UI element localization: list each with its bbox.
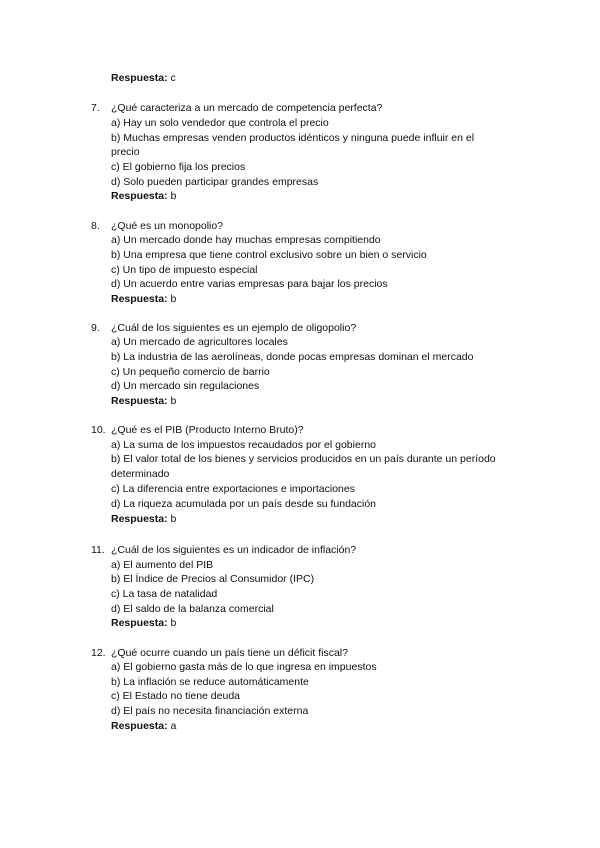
option-b: b) Una empresa que tiene control exclusivo sobre un bien o servicio	[111, 249, 427, 261]
answer-label: Respuesta:	[111, 617, 168, 629]
question-number: 9.	[91, 322, 100, 334]
option-b: b) La industria de las aerolíneas, donde pocas empresas dominan el mercado	[111, 351, 474, 363]
answer-label: Respuesta:	[111, 720, 168, 732]
question-text: ¿Cuál de los siguientes es un indicador de inflación?	[111, 544, 357, 556]
answer-label: Respuesta:	[111, 293, 168, 305]
answer-line	[111, 512, 176, 526]
option-b: b) Muchas empresas venden productos idénticos y ninguna puede influir en el	[111, 132, 475, 144]
question-number: 7.	[91, 102, 100, 114]
answer-line	[111, 394, 176, 408]
option-b-continued: precio	[111, 146, 140, 158]
option-a: a) Hay un solo vendedor que controla el precio	[111, 117, 329, 129]
answer-line	[111, 292, 176, 306]
option-b: b) El valor total de los bienes y servicios producidos en un país durante un período	[111, 453, 496, 465]
answer-line	[111, 719, 176, 733]
answer-value: c	[170, 72, 176, 84]
prev-answer-line	[111, 71, 176, 85]
option-b: b) El Índice de Precios al Consumidor (IPC)	[111, 573, 315, 585]
answer-value: a	[170, 720, 177, 732]
answer-value: b	[170, 293, 177, 305]
question-text: ¿Qué ocurre cuando un país tiene un déficit fiscal?	[111, 647, 348, 659]
option-c: c) El Estado no tiene deuda	[111, 690, 241, 702]
option-a: a) Un mercado donde hay muchas empresas compitiendo	[111, 234, 381, 246]
answer-value: b	[170, 617, 177, 629]
question-number: 12.	[91, 647, 106, 659]
option-d: d) El país no necesita financiación externa	[111, 705, 309, 717]
option-a: a) El aumento del PIB	[111, 559, 214, 571]
option-c: c) La diferencia entre exportaciones e importaciones	[111, 483, 355, 495]
option-b-continued: determinado	[111, 468, 170, 480]
answer-label: Respuesta:	[111, 190, 168, 202]
option-d: d) Un mercado sin regulaciones	[111, 380, 260, 392]
question-text: ¿Qué caracteriza a un mercado de competencia perfecta?	[111, 102, 383, 114]
answer-line	[111, 189, 176, 203]
option-b: b) La inflación se reduce automáticamente	[111, 676, 309, 688]
option-c: c) La tasa de natalidad	[111, 588, 218, 600]
answer-label: Respuesta:	[111, 513, 168, 525]
option-d: d) La riqueza acumulada por un país desde su fundación	[111, 498, 377, 510]
question-number: 11.	[91, 544, 105, 556]
answer-label: Respuesta:	[111, 72, 168, 84]
option-c: c) Un pequeño comercio de barrio	[111, 366, 270, 378]
option-a: a) El gobierno gasta más de lo que ingresa en impuestos	[111, 661, 377, 673]
question-text: ¿Qué es un monopolio?	[111, 220, 224, 232]
option-c: c) Un tipo de impuesto especial	[111, 264, 258, 276]
option-a: a) La suma de los impuestos recaudados por el gobierno	[111, 439, 376, 451]
option-a: a) Un mercado de agricultores locales	[111, 336, 288, 348]
question-number: 10.	[91, 424, 106, 436]
answer-value: b	[170, 190, 177, 202]
question-number: 8.	[91, 220, 100, 232]
option-d: d) Solo pueden participar grandes empresas	[111, 176, 319, 188]
answer-label: Respuesta:	[111, 395, 168, 407]
answer-value: b	[170, 395, 177, 407]
option-d: d) Un acuerdo entre varias empresas para bajar los precios	[111, 278, 388, 290]
question-text: ¿Qué es el PIB (Producto Interno Bruto)?	[111, 424, 304, 436]
answer-line	[111, 616, 176, 630]
question-text: ¿Cuál de los siguientes es un ejemplo de oligopolio?	[111, 322, 357, 334]
answer-value: b	[170, 513, 177, 525]
option-d: d) El saldo de la balanza comercial	[111, 603, 274, 615]
option-c: c) El gobierno fija los precios	[111, 161, 246, 173]
